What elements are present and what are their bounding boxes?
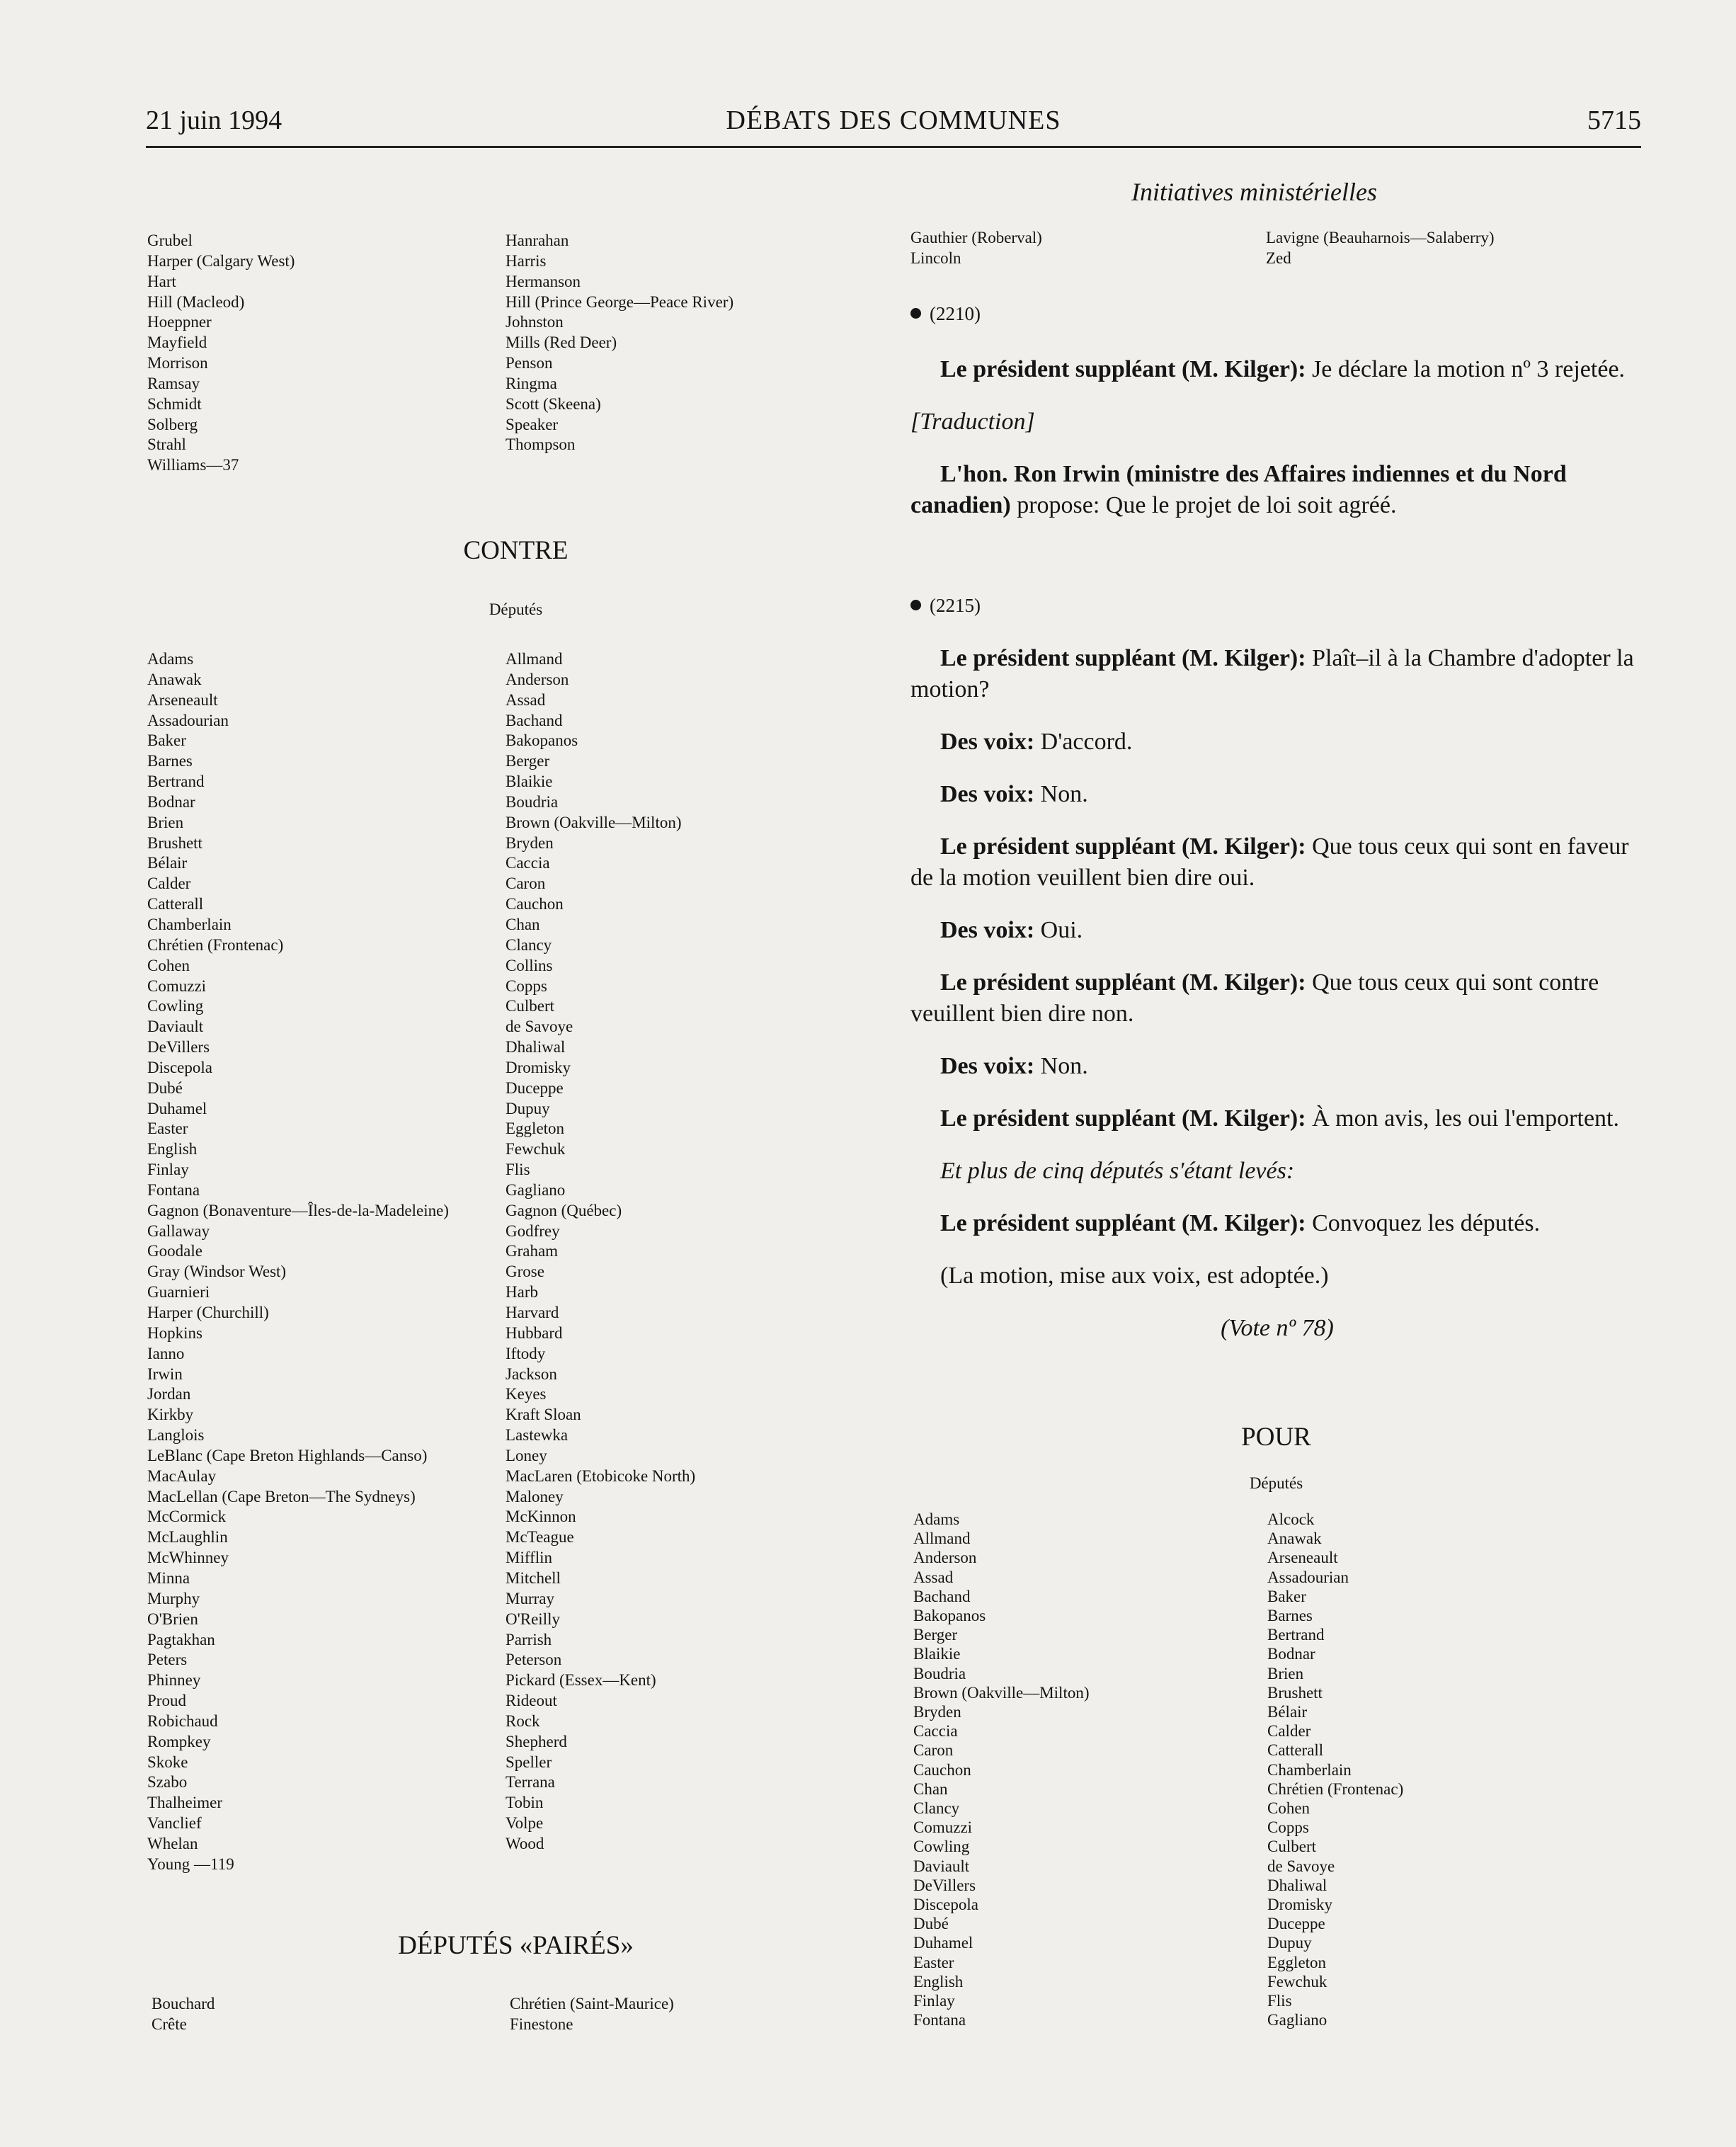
member-name: Comuzzi	[147, 976, 207, 995]
speaker: Des voix:	[940, 781, 1035, 807]
member-name: Bouchard	[152, 1995, 215, 2012]
member-name: Copps	[506, 976, 547, 995]
bullet-icon	[910, 600, 921, 610]
member-name: Easter	[913, 1953, 954, 1971]
member-name: Rompkey	[147, 1732, 211, 1750]
member-name: DeVillers	[913, 1876, 976, 1894]
member-name: Godfrey	[506, 1221, 560, 1240]
contre-heading: CONTRE	[463, 536, 569, 565]
bullet-icon	[910, 308, 921, 319]
member-name: Finlay	[147, 1161, 189, 1179]
member-name: MacAulay	[147, 1467, 217, 1485]
member-name: Bodnar	[1267, 1645, 1315, 1663]
paragraph	[910, 1208, 1644, 1239]
member-name: Culbert	[506, 997, 554, 1015]
member-name: Keyes	[506, 1385, 547, 1403]
member-name: Dubé	[913, 1915, 949, 1933]
member-name: Boudria	[506, 792, 559, 811]
member-name: Solberg	[147, 415, 198, 433]
member-name: Parrish	[506, 1630, 552, 1648]
member-name: Johnston	[506, 313, 564, 331]
member-name: Harris	[506, 251, 547, 270]
member-name: Iftody	[506, 1344, 546, 1362]
speaker: Le président suppléant (M. Kilger):	[940, 645, 1306, 671]
member-name: Daviault	[147, 1018, 204, 1036]
member-name: Penson	[506, 354, 553, 372]
member-name: Allmand	[913, 1530, 971, 1548]
member-name: Irwin	[147, 1365, 183, 1383]
member-name: DeVillers	[147, 1038, 210, 1057]
member-name: Comuzzi	[913, 1818, 973, 1837]
member-name: Grose	[506, 1263, 544, 1281]
paragraph	[910, 1156, 1644, 1187]
paragraph	[910, 727, 1644, 758]
member-name: Brien	[147, 813, 184, 831]
member-name: Scott (Skeena)	[506, 394, 601, 413]
member-name: Dhaliwal	[1267, 1876, 1327, 1894]
member-name: Cowling	[913, 1838, 970, 1856]
member-name: Langlois	[147, 1426, 205, 1445]
member-name: Lastewka	[506, 1426, 569, 1445]
member-name: Brushett	[1267, 1683, 1323, 1702]
member-name: Crête	[152, 2015, 187, 2033]
member-name: Harper (Churchill)	[147, 1304, 269, 1321]
paires-cont-col1	[910, 228, 1042, 269]
member-name: Skoke	[147, 1753, 188, 1771]
member-name: Graham	[506, 1242, 559, 1260]
speech: propose: Que le projet de loi soit agréé.	[1010, 492, 1397, 518]
member-name: Adams	[913, 1510, 960, 1528]
member-name: Bertrand	[1267, 1626, 1325, 1644]
member-name: Assad	[506, 690, 546, 709]
member-name: Peters	[147, 1651, 188, 1669]
member-name: Bryden	[913, 1703, 961, 1721]
speaker: Des voix:	[940, 917, 1035, 943]
speaker: Des voix:	[940, 729, 1035, 755]
paires-heading: DÉPUTÉS «PAIRÉS»	[398, 1931, 634, 1960]
paragraph	[910, 915, 1644, 946]
timestamp-text: (2210)	[930, 303, 981, 324]
member-name: de Savoye	[506, 1018, 573, 1036]
speaker: L'hon. Ron Irwin (ministre des Affaires indiennes et du Nord canadien)	[910, 461, 1567, 518]
member-name: Harper (Calgary West)	[147, 251, 295, 270]
vote-number-line	[910, 1313, 1644, 1344]
member-name: Szabo	[147, 1773, 188, 1792]
member-name: Lavigne (Beauharnois—Salaberry)	[1266, 229, 1495, 246]
contre-subheading: Députés	[489, 600, 543, 618]
member-name: Mifflin	[506, 1549, 553, 1567]
pour-col1	[913, 1510, 1090, 2029]
member-name: Gauthier (Roberval)	[910, 229, 1042, 246]
paragraph	[910, 643, 1644, 705]
member-name: Rideout	[506, 1692, 557, 1710]
member-name: Chrétien (Saint-Maurice)	[510, 1995, 674, 2012]
speech: Je déclare la motion nº 3 rejetée.	[1306, 356, 1626, 382]
member-name: Caccia	[506, 854, 550, 872]
member-name: Catterall	[147, 895, 204, 913]
member-name: Eggleton	[1267, 1953, 1327, 1971]
timestamp-text: (2215)	[930, 595, 981, 616]
member-name: Catterall	[1267, 1741, 1324, 1760]
member-name: Arseneault	[147, 690, 218, 709]
member-name: Morrison	[147, 354, 208, 372]
member-name: Brushett	[147, 833, 202, 852]
member-name: Alcock	[1267, 1510, 1315, 1528]
member-name: McLaughlin	[147, 1528, 228, 1547]
member-name: Bachand	[506, 711, 563, 729]
header-date: 21 juin 1994	[146, 106, 282, 135]
member-name: Clancy	[506, 935, 552, 954]
member-name: Harb	[506, 1283, 538, 1302]
member-name: Chan	[506, 915, 540, 933]
paragraph	[910, 779, 1644, 810]
member-name: Anderson	[506, 670, 569, 688]
member-name: Cowling	[147, 997, 204, 1015]
speaker: Le président suppléant (M. Kilger):	[940, 833, 1306, 860]
result-text: (La motion, mise aux voix, est adoptée.)	[940, 1263, 1329, 1289]
member-name: Anderson	[913, 1549, 977, 1567]
member-name: Volpe	[506, 1814, 544, 1833]
member-name: Hanrahan	[506, 232, 569, 249]
member-name: Cohen	[147, 956, 190, 974]
member-name: Duhamel	[147, 1099, 207, 1117]
member-name: Proud	[147, 1692, 186, 1710]
speech: Oui.	[1034, 917, 1083, 943]
member-name: Bodnar	[147, 792, 195, 811]
member-name: Easter	[147, 1120, 188, 1138]
member-name: McKinnon	[506, 1508, 576, 1526]
pour-heading: POUR	[1241, 1423, 1311, 1452]
member-name: Calder	[1267, 1722, 1311, 1741]
member-name: Duhamel	[913, 1934, 973, 1952]
contre-col2	[506, 649, 695, 1855]
speech: Convoquez les députés.	[1306, 1210, 1541, 1236]
paragraph	[910, 831, 1644, 894]
member-name: Cohen	[1267, 1799, 1310, 1818]
member-name: Peterson	[506, 1651, 562, 1669]
member-name: Hoeppner	[147, 313, 212, 331]
page-header	[146, 105, 1641, 147]
member-name: Gagliano	[1267, 2011, 1327, 2029]
member-name: Dromisky	[1267, 1896, 1332, 1914]
pour-subheading: Députés	[1249, 1474, 1303, 1492]
member-name: Thalheimer	[147, 1794, 223, 1812]
member-name: Berger	[506, 752, 550, 770]
pour-top-col1	[147, 231, 295, 476]
member-name: Hermanson	[506, 272, 581, 290]
member-name: Phinney	[147, 1671, 201, 1690]
contre-col1	[147, 649, 449, 1875]
member-name: Kirkby	[147, 1406, 194, 1424]
member-name: Ramsay	[147, 374, 200, 392]
member-name: Schmidt	[147, 394, 202, 413]
member-name: Finlay	[913, 1992, 955, 2010]
traduction-note: [Traduction]	[910, 409, 1035, 435]
speaker: Le président suppléant (M. Kilger):	[940, 1105, 1306, 1132]
speaker: Le président suppléant (M. Kilger):	[940, 969, 1306, 996]
member-name: Bryden	[506, 833, 554, 852]
member-name: Fontana	[913, 2011, 966, 2029]
member-name: Grubel	[147, 232, 193, 249]
member-name: Dupuy	[1267, 1934, 1312, 1952]
member-name: Finestone	[510, 2015, 573, 2033]
member-name: English	[913, 1972, 964, 1991]
member-name: Caron	[913, 1741, 954, 1760]
member-name: Copps	[1267, 1818, 1309, 1837]
member-name: Dhaliwal	[506, 1038, 566, 1057]
member-name: Hill (Macleod)	[147, 292, 245, 311]
paires-col1	[152, 1994, 215, 2035]
member-name: Arseneault	[1267, 1549, 1338, 1567]
paragraph	[910, 1260, 1644, 1292]
member-name: Murphy	[147, 1589, 200, 1607]
speech: Non.	[1034, 1053, 1088, 1079]
member-name: Blaikie	[913, 1645, 961, 1663]
speech: Que tous ceux qui sont en faveur de la motion veuillent bien dire oui.	[910, 833, 1629, 891]
member-name: McTeague	[506, 1528, 574, 1547]
member-name: Dupuy	[506, 1099, 550, 1117]
member-name: Jackson	[506, 1365, 557, 1383]
member-name: Chan	[913, 1779, 948, 1798]
speech: À mon avis, les oui l'emportent.	[1306, 1105, 1619, 1132]
member-name: Gagnon (Bonaventure—Îles-de-la-Madeleine)	[147, 1201, 449, 1219]
member-name: Baker	[147, 731, 186, 750]
member-name: Thompson	[506, 435, 576, 454]
member-name: Caron	[506, 875, 546, 893]
member-name: Brien	[1267, 1664, 1304, 1682]
proceedings-block-2	[910, 643, 1644, 1344]
member-name: Bélair	[147, 854, 188, 872]
member-name: Loney	[506, 1446, 547, 1464]
speech: Plaît–il à la Chambre d'adopter la motion?	[910, 645, 1634, 702]
member-name: Caccia	[913, 1722, 958, 1741]
speech: Non.	[1034, 781, 1088, 807]
speaker: Le président suppléant (M. Kilger):	[940, 356, 1306, 382]
member-name: Fewchuk	[506, 1140, 566, 1158]
member-name: Ianno	[147, 1344, 185, 1362]
member-name: Eggleton	[506, 1120, 565, 1138]
speaker: Le président suppléant (M. Kilger):	[940, 1210, 1306, 1236]
member-name: Hill (Prince George—Peace River)	[506, 292, 734, 311]
member-name: Flis	[506, 1161, 530, 1179]
member-name: Tobin	[506, 1794, 544, 1812]
member-name: Gallaway	[147, 1221, 210, 1240]
proceedings-block-1	[910, 354, 1644, 521]
member-name: Gagliano	[506, 1180, 566, 1199]
member-name: Guarnieri	[147, 1283, 210, 1302]
paragraph-traduction	[910, 406, 1644, 438]
member-name: Strahl	[147, 435, 186, 454]
member-name: O'Brien	[147, 1610, 198, 1628]
member-name: Chamberlain	[147, 915, 232, 933]
member-name: Bakopanos	[506, 731, 578, 750]
member-name: Duceppe	[1267, 1915, 1325, 1933]
member-name: Bélair	[1267, 1703, 1308, 1721]
header-title: DÉBATS DES COMMUNES	[726, 106, 1061, 135]
member-name: Barnes	[1267, 1607, 1313, 1625]
member-name: Speller	[506, 1753, 552, 1771]
paragraph	[910, 354, 1644, 385]
paragraph	[910, 1051, 1644, 1082]
paires-col2	[510, 1994, 674, 2035]
header-page-number: 5715	[1587, 106, 1641, 135]
member-name: Chamberlain	[1267, 1760, 1352, 1779]
member-name: de Savoye	[1267, 1857, 1335, 1875]
paires-cont-col2	[1266, 228, 1495, 269]
member-name: Mitchell	[506, 1568, 561, 1587]
member-name: Allmand	[506, 650, 563, 668]
member-name: Anawak	[1267, 1530, 1322, 1548]
member-name: MacLaren (Etobicoke North)	[506, 1467, 696, 1485]
member-name: Mills (Red Deer)	[506, 334, 617, 352]
member-name: Pickard (Essex—Kent)	[506, 1671, 656, 1690]
member-name: Dubé	[147, 1078, 183, 1097]
paragraph	[910, 459, 1644, 521]
member-name: McCormick	[147, 1508, 227, 1526]
member-name: Minna	[147, 1568, 190, 1587]
member-name: Hart	[147, 272, 176, 290]
member-name: Barnes	[147, 752, 193, 770]
member-name: Maloney	[506, 1487, 564, 1505]
member-name: Wood	[506, 1834, 544, 1852]
member-name: LeBlanc (Cape Breton Highlands—Canso)	[147, 1446, 428, 1464]
member-name: Cauchon	[913, 1760, 971, 1779]
member-name: Kraft Sloan	[506, 1406, 581, 1424]
member-name: Terrana	[506, 1773, 555, 1792]
member-name: Pagtakhan	[147, 1630, 215, 1648]
member-name: Gagnon (Québec)	[506, 1201, 622, 1219]
member-name: Zed	[1266, 249, 1291, 267]
pour-col2	[1267, 1510, 1403, 2029]
member-name: Mayfield	[147, 334, 207, 352]
member-name: Bachand	[913, 1587, 971, 1605]
member-name: Vanclief	[147, 1814, 202, 1833]
member-name: English	[147, 1140, 198, 1158]
member-name: Young —119	[147, 1855, 234, 1873]
vote-number: (Vote nº 78)	[1221, 1315, 1334, 1341]
paragraph	[910, 967, 1644, 1030]
member-name: Lincoln	[910, 249, 961, 267]
member-name: Assadourian	[1267, 1568, 1349, 1586]
member-name: Discepola	[913, 1896, 978, 1914]
stage-direction: Et plus de cinq députés s'étant levés:	[940, 1158, 1295, 1184]
member-name: Fewchuk	[1267, 1972, 1327, 1991]
member-name: MacLellan (Cape Breton—The Sydneys)	[147, 1487, 416, 1505]
member-name: Flis	[1267, 1992, 1292, 2010]
member-name: Blaikie	[506, 773, 553, 791]
member-name: Adams	[147, 650, 194, 668]
member-name: Ringma	[506, 374, 557, 392]
member-name: Dromisky	[506, 1058, 571, 1076]
member-name: Murray	[506, 1589, 554, 1607]
member-name: Shepherd	[506, 1732, 567, 1750]
member-name: Fontana	[147, 1180, 200, 1199]
member-name: Bertrand	[147, 773, 205, 791]
pour-top-col2	[506, 231, 733, 455]
timestamp-2215	[910, 595, 981, 617]
member-name: Hubbard	[506, 1323, 563, 1342]
member-name: Jordan	[147, 1385, 191, 1403]
member-name: Discepola	[147, 1058, 212, 1076]
header-rule	[146, 146, 1641, 148]
member-name: Baker	[1267, 1587, 1306, 1605]
member-name: Gray (Windsor West)	[147, 1263, 287, 1281]
member-name: Rock	[506, 1712, 540, 1730]
member-name: Speaker	[506, 415, 559, 433]
member-name: Berger	[913, 1626, 958, 1644]
member-name: Harvard	[506, 1304, 559, 1321]
member-name: Daviault	[913, 1857, 970, 1875]
member-name: Clancy	[913, 1799, 960, 1818]
member-name: Anawak	[147, 670, 202, 688]
speaker: Des voix:	[940, 1053, 1035, 1079]
member-name: Cauchon	[506, 895, 564, 913]
member-name: Boudria	[913, 1664, 966, 1682]
member-name: O'Reilly	[506, 1610, 560, 1628]
member-name: Brown (Oakville—Milton)	[913, 1683, 1090, 1702]
member-name: Assadourian	[147, 711, 229, 729]
member-name: Bakopanos	[913, 1607, 986, 1625]
member-name: Chrétien (Frontenac)	[147, 935, 284, 954]
member-name: Duceppe	[506, 1078, 564, 1097]
member-name: Whelan	[147, 1834, 198, 1852]
member-name: Brown (Oakville—Milton)	[506, 813, 682, 831]
member-name: Chrétien (Frontenac)	[1267, 1779, 1404, 1798]
member-name: Hopkins	[147, 1323, 202, 1342]
member-name: Williams—37	[147, 456, 239, 474]
member-name: Culbert	[1267, 1838, 1316, 1856]
timestamp-2210	[910, 303, 981, 325]
member-name: Assad	[913, 1568, 954, 1586]
member-name: Robichaud	[147, 1712, 218, 1730]
speech: Que tous ceux qui sont contre veuillent bien dire non.	[910, 969, 1599, 1027]
paragraph	[910, 1103, 1644, 1134]
member-name: Calder	[147, 875, 191, 893]
member-name: Goodale	[147, 1242, 202, 1260]
member-name: McWhinney	[147, 1549, 229, 1567]
speech: D'accord.	[1034, 729, 1133, 755]
member-name: Collins	[506, 956, 553, 974]
section-title: Initiatives ministérielles	[1131, 178, 1377, 206]
